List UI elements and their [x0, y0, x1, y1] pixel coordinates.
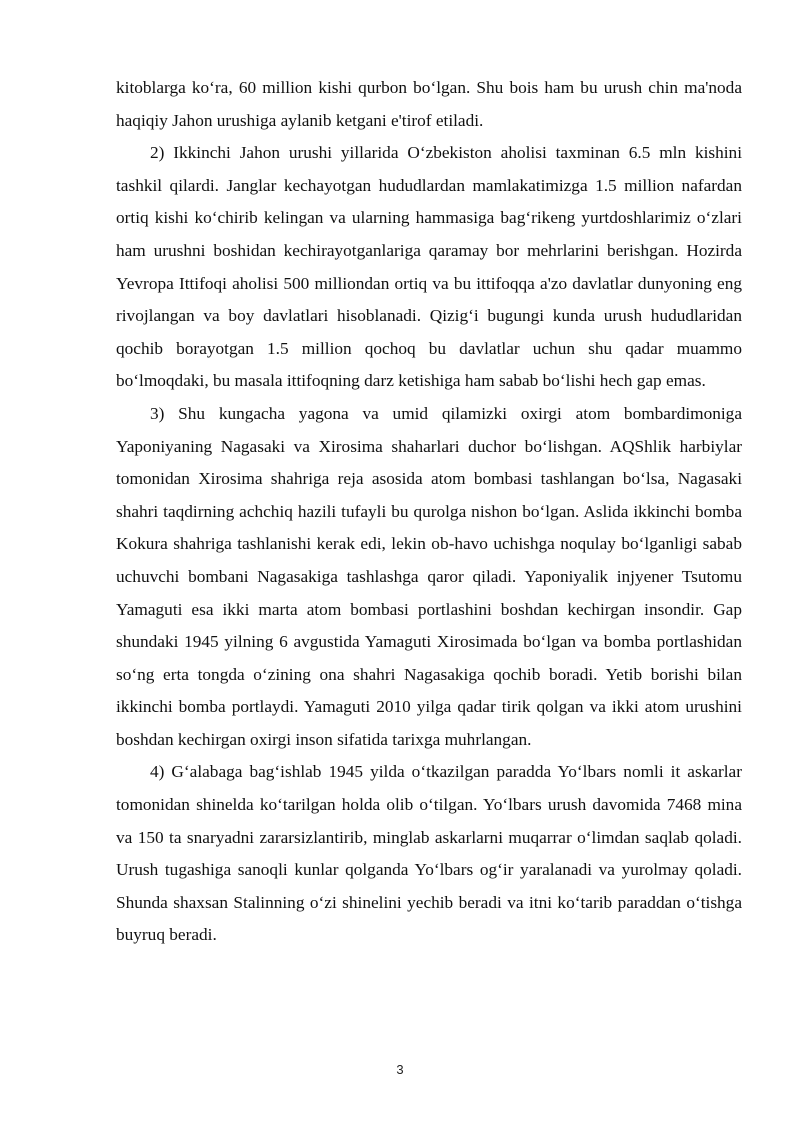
page-number: 3 — [396, 1062, 404, 1077]
paragraph-item-2: 2) Ikkinchi Jahon urushi yillarida O‘zbekiston aholisi taxminan 6.5 mln kishini tashkil qilardi. Janglar kechayotgan hududlardan mamlakatimizga 1.5 million nafardan ortiq kishi ko‘chirib kelingan va ularning hammasiga bag‘rikeng yurtdoshlarimiz o‘zlari ham urushni boshidan kechirayotganlariga qaramay bor mehrlarini berishgan. Hozirda Yevropa Ittifoqi aholisi 500 milliondan ortiq va bu ittifoqqa a'zo davlatlar dunyoning eng rivojlangan va boy davlatlari hisoblanadi. Qizig‘i bugungi kunda urush hududlaridan qochib borayotgan 1.5 million qochoq bu davlatlar uchun shu qadar muammo bo‘lmoqdaki, bu masala ittifoqning darz ketishiga ham sabab bo‘lishi hech gap emas. — [116, 143, 742, 391]
document-body — [116, 72, 742, 952]
paragraph-item-4: 4) G‘alabaga bag‘ishlab 1945 yilda o‘tkazilgan paradda Yo‘lbars nomli it askarlar tomonidan shinelda ko‘tarilgan holda olib o‘tilgan. Yo‘lbars urush davomida 7468 mina va 150 ta snaryadni zararsizlantirib, minglab askarlarni muqarrar o‘limdan saqlab qoladi. Urush tugashiga sanoqli kunlar qolganda Yo‘lbars og‘ir yaralanadi va yurolmay qoladi. Shunda shaxsan Stalinning o‘zi shinelini yechib beradi va itni ko‘tarib paraddan o‘tishga buyruq beradi. — [116, 762, 742, 945]
paragraph-continuation: kitoblarga ko‘ra, 60 million kishi qurbon bo‘lgan. Shu bois ham bu urush chin ma'noda haqiqiy Jahon urushiga aylanib ketgani e'tirof etiladi. — [116, 78, 742, 130]
paragraph-item-3: 3) Shu kungacha yagona va umid qilamizki oxirgi atom bombardimoniga Yaponiyaning Nagasaki va Xirosima shaharlari duchor bo‘lishgan. AQShlik harbiylar tomonidan Xirosima shahriga reja asosida atom bombasi tashlangan bo‘lsa, Nagasaki shahri taqdirning achchiq hazili tufayli bu qurolga nishon bo‘lgan. Aslida ikkinchi bomba Kokura shahriga tashlanishi kerak edi, lekin ob-havo uchishga noqulay bo‘lganligi sabab uchuvchi bombani Nagasakiga tashlashga qaror qiladi. Yaponiyalik injyener Tsutomu Yamaguti esa ikki marta atom bombasi portlashini boshdan kechirgan insondir. Gap shundaki 1945 yilning 6 avgustida Yamaguti Xirosimada bo‘lgan va bomba portlashidan so‘ng erta tongda o‘zining ona shahri Nagasakiga qochib boradi. Yetib borishi bilan ikkinchi bomba portlaydi. Yamaguti 2010 yilga qadar tirik qolgan va ikki atom urushini boshdan kechirgan oxirgi inson sifatida tarixga muhrlangan. — [116, 403, 742, 749]
